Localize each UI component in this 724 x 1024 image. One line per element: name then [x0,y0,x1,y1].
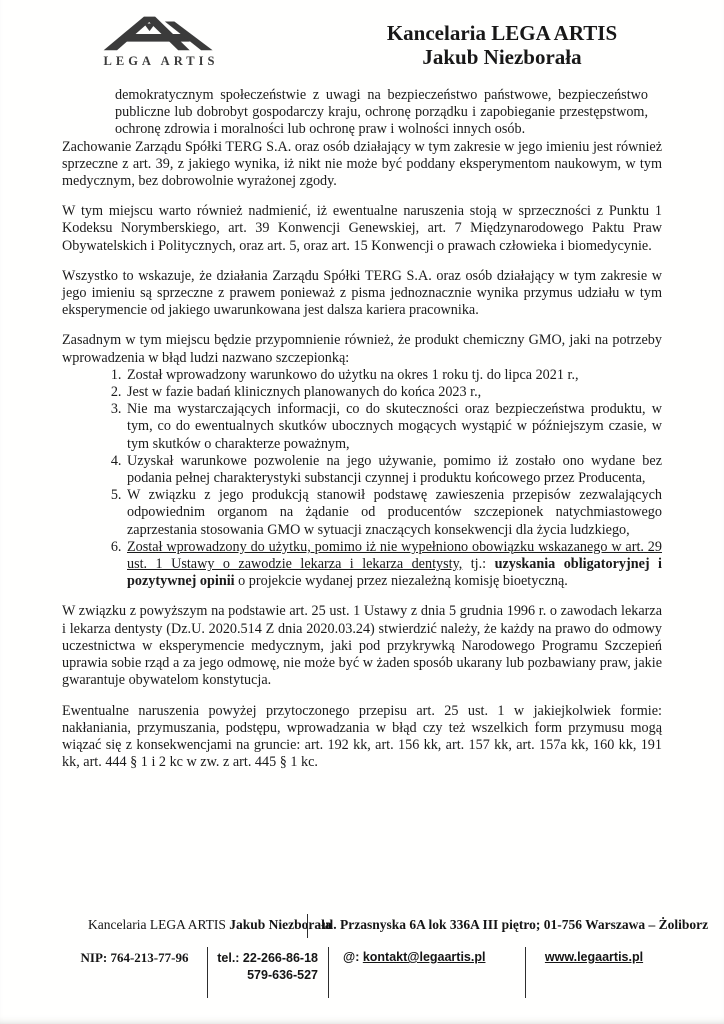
footer-phone-line2: 579-636-527 [247,968,318,982]
footer-phone [208,947,328,998]
list-item [125,401,662,453]
list-item-text: Został wprowadzony warunkowo do użytku na okres 1 roku tj. do lipca 2021 r., [127,366,579,383]
list-item-text: Uzyskał warunkowe pozwolenie na jego używanie, pomimo iż zostało ono wydane bez podania pełnej charakterystyki substancji czynnej i produktu końcowego przez Producenta, [127,452,662,487]
website-link[interactable]: www.legaartis.pl [544,950,644,964]
list-item-plain-segment: o projekcie wydanej przez niezależną komisję bioetyczną. [234,573,568,590]
paragraph-zasadnym-intro: Zasadnym w tym miejscu będzie przypomnienie również, że produkt chemiczny GMO, jaki na potrzeby wprowadzenia w błąd ludzi nazwano szczepionką: [62,332,662,366]
footer-nip: NIP: 764-213-77-96 [80,950,189,965]
letterhead-title-line2: Jakub Niezborała [422,45,582,69]
footer-firm-prefix: Kancelaria LEGA ARTIS [88,917,230,932]
list-item [125,453,662,487]
list-item [125,367,662,384]
logo-mountain-icon [96,13,226,53]
paragraph-w-tym-miejscu: W tym miejscu warto również nadmienić, iż ewentualne naruszenia stoją w sprzeczności z Punktu 1 Kodeksu Norymberskiego, art. 39 Konwencji Genewskiej, art. 7 Międzynarodowego Paktu Praw Obywatelskich i Politycznych, oraz art. 5, oraz art. 15 Konwencji o prawach człowieka i biomedycynie. [62,203,662,254]
list-item-text: Jest w fazie badań klinicznych planowanych do końca 2023 r., [127,384,482,401]
paragraph-ewentualne: Ewentualne naruszenia powyżej przytoczonego przepisu art. 25 ust. 1 w jakiejkolwiek formie: nakłaniania, przymuszania, podstępu, wprowadzania w błąd czy też wszelkich form przymusu mogą wiązać się z konsekwencjami na gruncie: art. 192 kk, art. 156 kk, art. 157 kk, art. 157a kk, 160 kk, 191 kk, art. 444 § 1 i 2 kc w zw. z art. 445 § 1 kc. [62,702,662,771]
paragraph-quote-continuation: demokratycznym społeczeństwie z uwagi na bezpieczeństwo państwowe, bezpieczeństwo publiczne lub dobrobyt gospodarczy kraju, ochronę porządku i zapobieganie przestępstwom, ochronę zdrowia i moralności lub ochronę praw i wolności innych osób. [115,87,648,138]
document-body [62,87,662,771]
list-item-bold-segment: uzyskania obligatoryjnej i pozytywnej opinii [127,556,663,590]
list-item [125,384,662,401]
list-item-plain-segment: tj.: [462,556,495,573]
company-logo [92,13,230,69]
footer-row-1 [62,916,709,938]
footer-website [526,947,662,964]
list-item [125,487,662,539]
letter-footer [62,916,709,998]
list-item-text: W związku z jego produkcją stanowił podstawę zawieszenia przepisów zezwalających odpowiednim organom na żądanie od producentów szczepionek natychmiastowego zaprzestania stosowania GMO w sytuacji znaczących konsekwencji dla życia ludzkiego, [127,487,662,538]
list-item-underlined-segment: Został wprowadzony do użytku, pomimo iż nie wypełniono obowiązku wskazanego w art. 29 ust. 1 Ustawy o zawodzie lekarza i lekarza dentysty, [127,538,662,573]
footer-phone-line1: tel.: 22-266-86-18 [217,951,318,965]
footer-address: ul. Przasnyska 6A lok 336A III piętro; 01-756 Warszawa – Żoliborz [322,917,709,932]
numbered-list [62,367,662,591]
list-item-emphasized [125,539,662,591]
footer-owner-name: Jakub Niezborała [229,917,332,932]
logo-wordmark: LEGA ARTIS [103,54,219,68]
list-item-text: Nie ma wystarczających informacji, co do skuteczności oraz bezpieczeństwa produktu, w tym, co do ewentualnych skutków ubocznych mogących wystąpić w późniejszym czasie, w tym skutków o charakterze poważnym, [127,401,662,452]
paragraph-w-zwiazku: W związku z powyższym na podstawie art. 25 ust. 1 Ustawy z dnia 5 grudnia 1996 r. o zawodach lekarza i lekarza dentysty (Dz.U. 2020.514 Z dnia 2020.03.24) stwierdzić należy, że każdy na prawo do odmowy uczestnictwa w eksperymencie medycznym, jaki pod przykrywką Narodowego Programu Szczepień uprawia sobie rząd a za jego odmowę, nie może być w żaden sposób ukarany lub pozbawiany praw, jakie gwarantuje obywatelom konstytucja. [62,603,662,689]
footer-row-2 [62,947,662,998]
paragraph-zachowanie: Zachowanie Zarządu Spółki TERG S.A. oraz osób działający w tym zakresie w jego imieniu jest również sprzeczne z art. 39, z jakiego wynika, iż nikt nie może być poddany eksperymentom naukowym, w tym medycznym, bez dobrowolnie wyrażonej zgody. [62,138,662,190]
footer-email [329,947,525,978]
letterhead-title [330,21,674,69]
email-link[interactable]: kontakt@legaartis.pl [362,950,486,964]
paragraph-wszystko-to: Wszystko to wskazuje, że działania Zarządu Spółki TERG S.A. oraz osób działający w tym zakresie w jego imieniu są sprzeczne z prawem ponieważ z pisma jednoznacznie wynika przymus udziału w tym eksperymencie od jakiego uwarunkowana jest dalsza kariera pracownika. [62,267,662,319]
footer-firm-name [62,916,332,933]
letterhead-title-line1: Kancelaria LEGA ARTIS [386,21,618,45]
footer-email-prefix: @: [343,950,363,964]
